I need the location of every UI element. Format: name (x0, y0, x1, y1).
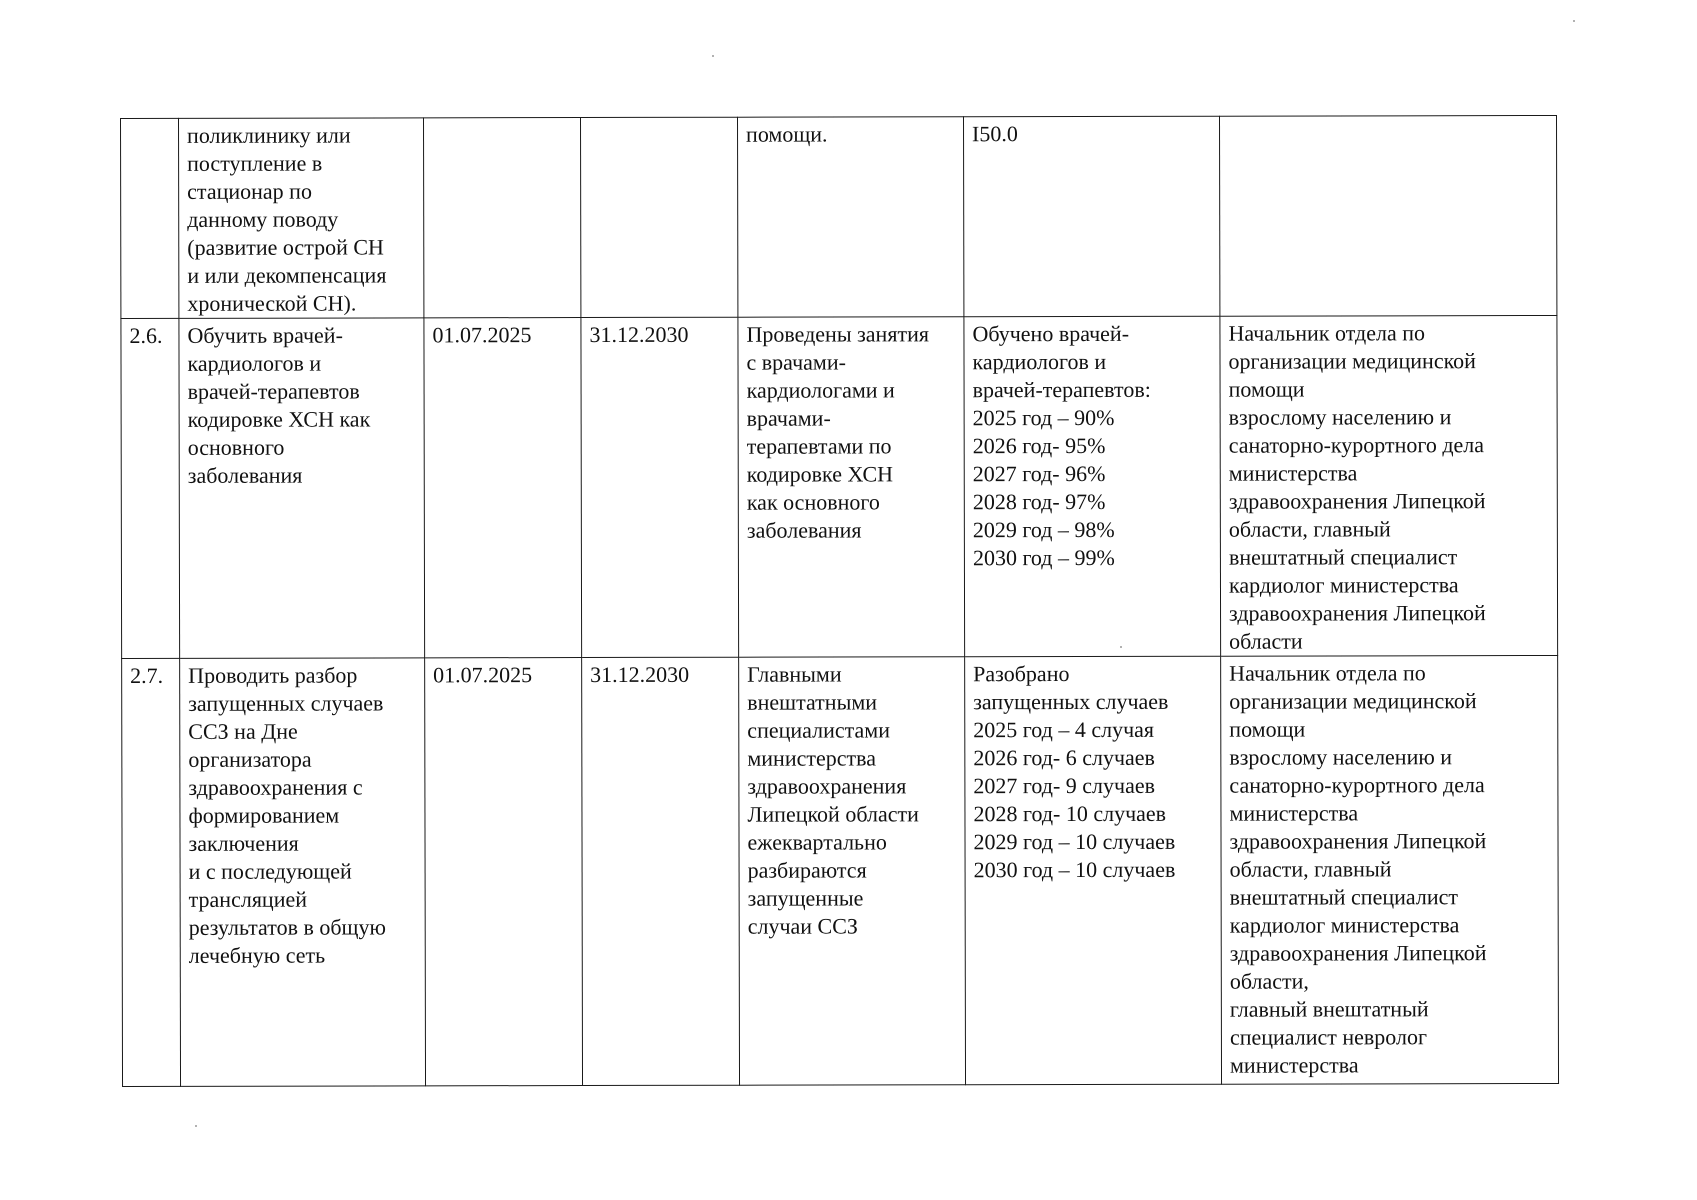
end-date-cell: 31.12.2030 (582, 657, 740, 1085)
indicator-cell: Обучено врачей- кардиологов и врачей-терапевтов: 2025 год – 90% 2026 год- 95% 2027 год- 96% 2028 год- 97% 2029 год – 98% 2030 год – 99% (964, 316, 1221, 657)
task-cell: Обучить врачей- кардиологов и врачей-терапевтов кодировке ХСН как основного заболевания (179, 318, 425, 659)
start-date-cell (424, 118, 581, 318)
responsible-cell: Начальник отдела по организации медицинской помощи взрослому населению и санаторно-курортного дела министерства здравоохранения Липецкой области, главный внештатный специалист кардиолог министерства здравоохранения Липецкой области, главный внештатный специалист невролог министерства (1221, 655, 1559, 1084)
task-cell: Проводить разбор запущенных случаев ССЗ на Дне организатора здравоохранения с формированием заключения и с последующей трансляцией результатов в общую лечебную сеть (180, 658, 426, 1087)
row-number-cell: 2.6. (121, 318, 180, 658)
table-row-continuation (121, 115, 1557, 318)
plan-table (120, 115, 1559, 1087)
row-number-cell (121, 118, 179, 318)
responsible-cell (1219, 115, 1556, 316)
scan-speck (1573, 20, 1575, 22)
scan-speck (712, 55, 714, 57)
end-date-cell (581, 117, 738, 317)
result-cell: помощи. (737, 117, 963, 317)
indicator-cell: I50.0 (963, 116, 1219, 317)
start-date-cell: 01.07.2025 (425, 658, 583, 1086)
end-date-cell: 31.12.2030 (581, 317, 739, 657)
start-date-cell: 01.07.2025 (424, 318, 582, 658)
result-cell: Проведены занятия с врачами- кардиологами и врачами- терапевтами по кодировке ХСН как основного заболевания (738, 317, 965, 657)
table-row-2-7 (122, 655, 1559, 1086)
table-row-2-6 (121, 315, 1558, 658)
result-cell: Главными внештатными специалистами министерства здравоохранения Липецкой области ежеквартально разбираются запущенные случаи ССЗ (739, 657, 966, 1085)
responsible-cell: Начальник отдела по организации медицинской помощи взрослому населению и санаторно-курортного дела министерства здравоохранения Липецкой области, главный внештатный специалист кардиолог министерства здравоохранения Липецкой области (1220, 315, 1558, 656)
row-number-cell: 2.7. (122, 658, 181, 1086)
task-cell: поликлинику или поступление в стационар по данному поводу (развитие острой СН и или декомпенсация хронической СН). (179, 118, 424, 319)
scan-speck (195, 1125, 197, 1127)
indicator-cell: Разобрано запущенных случаев 2025 год – 4 случая 2026 год- 6 случаев 2027 год- 9 случаев 2028 год- 10 случаев 2029 год – 10 случаев 2030 год – 10 случаев (965, 656, 1222, 1085)
